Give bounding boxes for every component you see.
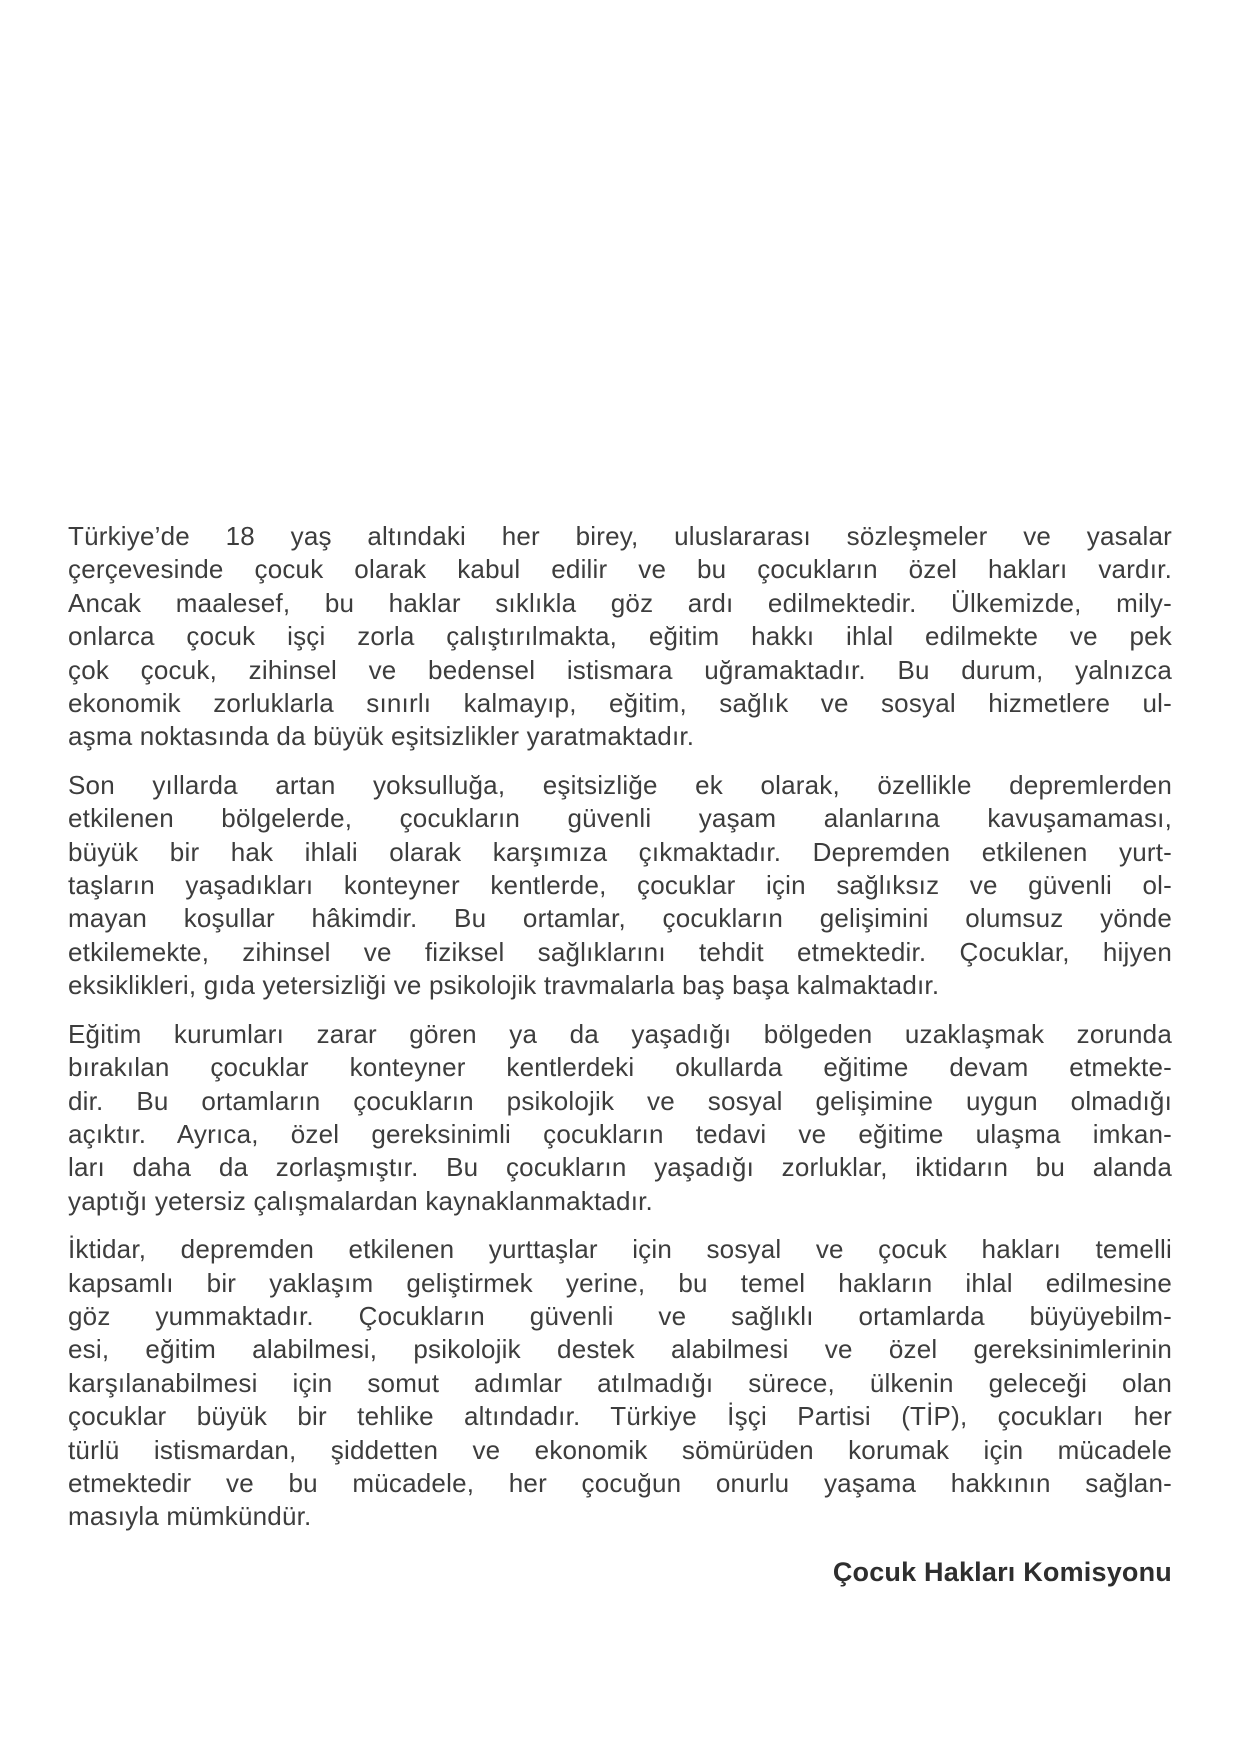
text-line: ekonomik zorluklarla sınırlı kalmayıp, eğitim, sağlık ve sosyal hizmetlere ul- [68, 688, 1172, 719]
text-line: etmektedir ve bu mücadele, her çocuğun onurlu yaşama hakkının sağlan- [68, 1467, 1172, 1498]
text-line: onlarca çocuk işçi zorla çalıştırılmakta, eğitim hakkı ihlal edilmekte ve pek [68, 621, 1172, 652]
text-line: masıyla mümkündür. [68, 1501, 312, 1532]
paragraph [68, 1018, 1172, 1218]
text-line: açıktır. Ayrıca, özel gereksinimli çocukların tedavi ve eğitime ulaşma imkan- [68, 1118, 1172, 1149]
text-line: İktidar, depremden etkilenen yurttaşlar için sosyal ve çocuk hakları temelli [68, 1234, 1172, 1265]
text-line: türlü istismardan, şiddetten ve ekonomik sömürüden korumak için mücadele [68, 1434, 1172, 1465]
text-line: kapsamlı bir yaklaşım geliştirmek yerine, bu temel hakların ihlal edilmesine [68, 1267, 1172, 1298]
text-line: eksiklikleri, gıda yetersizliği ve psikolojik travmalarla baş başa kalmaktadır. [68, 970, 940, 1001]
document-body [68, 520, 1172, 1589]
text-line: ları daha da zorlaşmıştır. Bu çocukların yaşadığı zorluklar, iktidarın bu alanda [68, 1152, 1172, 1183]
text-line: çok çocuk, zihinsel ve bedensel istismara uğramaktadır. Bu durum, yalnızca [68, 654, 1172, 685]
text-line: bırakılan çocuklar konteyner kentlerdeki okullarda eğitime devam etmekte- [68, 1052, 1172, 1083]
text-line: karşılanabilmesi için somut adımlar atılmadığı sürece, ülkenin geleceği olan [68, 1367, 1172, 1398]
text-line: Türkiye’de 18 yaş altındaki her birey, uluslararası sözleşmeler ve yasalar [68, 521, 1172, 551]
paragraph [68, 1233, 1172, 1534]
signature-text: Çocuk Hakları Komisyonu [832, 1556, 1172, 1587]
text-line: dir. Bu ortamların çocukların psikolojik ve sosyal gelişimine uygun olmadığı [68, 1085, 1172, 1116]
text-line: mayan koşullar hâkimdir. Bu ortamlar, çocukların gelişimini olumsuz yönde [68, 903, 1172, 934]
text-line: esi, eğitim alabilmesi, psikolojik destek alabilmesi ve özel gereksinimlerinin [68, 1334, 1172, 1365]
text-line: göz yummaktadır. Çocukların güvenli ve sağlıklı ortamlarda büyüyebilm- [68, 1300, 1172, 1331]
text-line: taşların yaşadıkları konteyner kentlerde, çocuklar için sağlıksız ve güvenli ol- [68, 870, 1172, 901]
paragraph [68, 520, 1172, 754]
text-line: etkilenen bölgelerde, çocukların güvenli yaşam alanlarına kavuşamaması, [68, 803, 1172, 834]
text-line: Eğitim kurumları zarar gören ya da yaşadığı bölgeden uzaklaşmak zorunda [68, 1018, 1172, 1049]
paragraph [68, 769, 1172, 1003]
text-line: Son yıllarda artan yoksulluğa, eşitsizliğe ek olarak, özellikle depremlerden [68, 769, 1172, 800]
text-line: yaptığı yetersiz çalışmalardan kaynaklanmaktadır. [68, 1185, 653, 1216]
text-line: aşma noktasında da büyük eşitsizlikler yaratmaktadır. [68, 721, 695, 752]
text-line: etkilemekte, zihinsel ve fiziksel sağlıklarını tehdit etmektedir. Çocuklar, hijyen [68, 936, 1172, 967]
text-line: çerçevesinde çocuk olarak kabul edilir ve bu çocukların özel hakları vardır. [68, 554, 1172, 585]
text-line: büyük bir hak ihlali olarak karşımıza çıkmaktadır. Depremden etkilenen yurt- [68, 836, 1172, 867]
text-line: Ancak maalesef, bu haklar sıklıkla göz ardı edilmektedir. Ülkemizde, mily- [68, 587, 1172, 618]
text-line: çocuklar büyük bir tehlike altındadır. Türkiye İşçi Partisi (TİP), çocukları her [68, 1401, 1172, 1432]
